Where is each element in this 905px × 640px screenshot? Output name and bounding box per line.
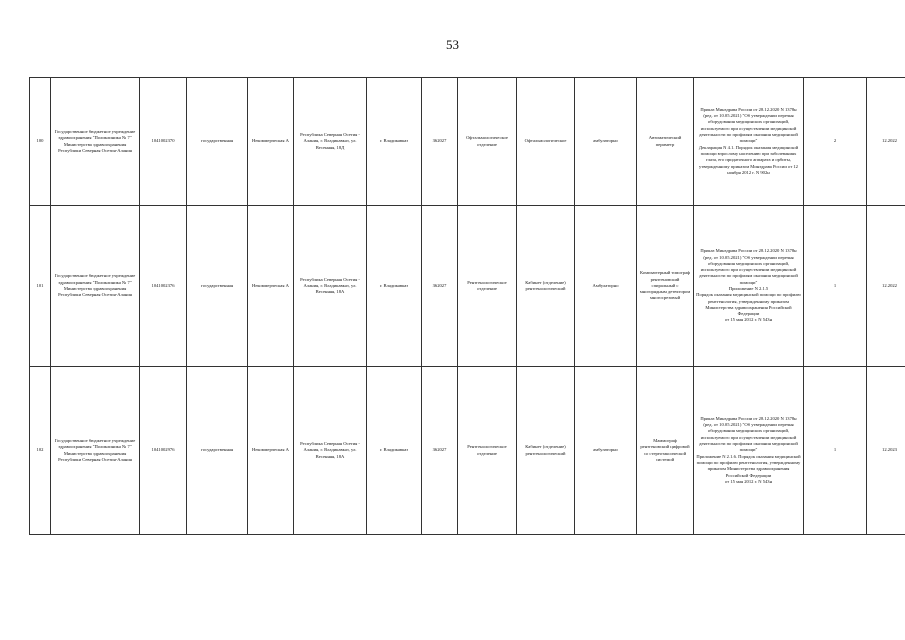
address-cell: Республика Северная Осетия - Алания, г. Владикавказ, ул. Весенняя, 18А (294, 367, 367, 535)
ownership-cell: государственная (187, 78, 248, 206)
organization-name: Государственное бюджетное учреждение здравоохранения "Поликлиника № 7" Министерства здравоохранения Республики Северная Осетия-Алания (51, 206, 140, 367)
equipment-cell: Компьютерный томограф рентгеновский спиральный с многорядным детектором многосрезовый (637, 206, 694, 367)
care-conditions-cell: амбулаторно (575, 78, 637, 206)
ownership-cell: государственная (187, 206, 248, 367)
deadline-cell: 12.2023 (867, 367, 905, 535)
legal-basis-cell: Приказ Минздрава России от 28.12.2020 N 1378н (ред. от 10.05.2021) "Об утверждении перечня оборудования медицинских организаций, используемого при осуществлении медицинской деятельности по профилям оказания медицинской помощи" Декларация N 4.1. Порядок оказания медицинской помощи взрослому населению при заболеваниях глаза, его придаточного аппарата и орбиты, утвержденному приказом Минздрава России от 12 ноября 2012 г. N 902н (694, 78, 804, 206)
ownership-cell: государственная (187, 367, 248, 535)
legal-form-cell: Некоммерческая А (248, 367, 294, 535)
city-cell: г. Владикавказ (367, 78, 422, 206)
deadline-cell: 12.2022 (867, 78, 905, 206)
equipment-cell: Маммограф рентгеновский цифровой со стереотаксической системой (637, 367, 694, 535)
postal-code-cell: 362027 (422, 367, 458, 535)
city-cell: г. Владикавказ (367, 206, 422, 367)
quantity-cell: 1 (804, 367, 867, 535)
postal-code-cell: 362027 (422, 206, 458, 367)
care-conditions-cell: амбулаторно (575, 367, 637, 535)
quantity-cell: 1 (804, 206, 867, 367)
equipment-registry-table (29, 77, 905, 535)
unit-cell: Кабинет (отделение) рентгенологический (517, 206, 575, 367)
department-cell: Рентгенологическое отделение (458, 206, 517, 367)
organization-name: Государственное бюджетное учреждение здравоохранения "Поликлиника № 7" Министерства здравоохранения Республики Северная Осетия-Алания (51, 78, 140, 206)
department-cell: Рентгенологическое отделение (458, 367, 517, 535)
row-number: 101 (30, 206, 51, 367)
deadline-cell: 12.2022 (867, 206, 905, 367)
ogrn-cell: 1041002376 (140, 206, 187, 367)
ogrn-cell: 1041002370 (140, 78, 187, 206)
legal-form-cell: Некоммерческая А (248, 78, 294, 206)
equipment-cell: Автоматический периметр (637, 78, 694, 206)
table-row (30, 206, 905, 367)
legal-basis-cell: Приказ Минздрава России от 28.12.2020 N 1378н (ред. от 10.05.2021) "Об утверждении перечня оборудования медицинских организаций, используемого при осуществлении медицинской деятельности по профилям оказания медицинской помощи" Приложение N 2.1.6. Порядок оказания медицинской помощи по профилю рентгенология, утвержденному приказом Министерства здравоохранения Российской Федерации от 15 мая 2012 г. N 543н (694, 367, 804, 535)
ogrn-cell: 1041002976 (140, 367, 187, 535)
organization-name: Государственное бюджетное учреждение здравоохранения "Поликлиника № 7" Министерства здравоохранения Республики Северная Осетия-Алания (51, 367, 140, 535)
page-number: 53 (446, 37, 459, 52)
address-cell: Республика Северная Осетия - Алания, г. Владикавказ, ул. Весенняя, 18Д (294, 78, 367, 206)
unit-cell: Кабинет (отделение) рентгенологический (517, 367, 575, 535)
table-row (30, 367, 905, 535)
city-cell: г. Владикавказ (367, 367, 422, 535)
legal-basis-cell: Приказ Минздрава России от 28.12.2020 N 1378н (ред. от 10.05.2021) "Об утверждении перечня оборудования медицинских организаций, используемого при осуществлении медицинской деятельности по профилям оказания медицинской помощи" Приложение N 2.1.5 Порядок оказания медицинской помощи по профилю рентгенология, утвержденному приказом Министерства здравоохранения Российской Федерации от 15 мая 2012 г. N 543н (694, 206, 804, 367)
postal-code-cell: 362027 (422, 78, 458, 206)
row-number: 100 (30, 78, 51, 206)
care-conditions-cell: Амбулаторно (575, 206, 637, 367)
address-cell: Республика Северная Осетия - Алания, г. Владикавказ, ул. Весенняя, 18А (294, 206, 367, 367)
table-row (30, 78, 905, 206)
quantity-cell: 2 (804, 78, 867, 206)
unit-cell: Офтальмологическое (517, 78, 575, 206)
row-number: 102 (30, 367, 51, 535)
department-cell: Офтальмологическое отделение (458, 78, 517, 206)
legal-form-cell: Некоммерческая А (248, 206, 294, 367)
